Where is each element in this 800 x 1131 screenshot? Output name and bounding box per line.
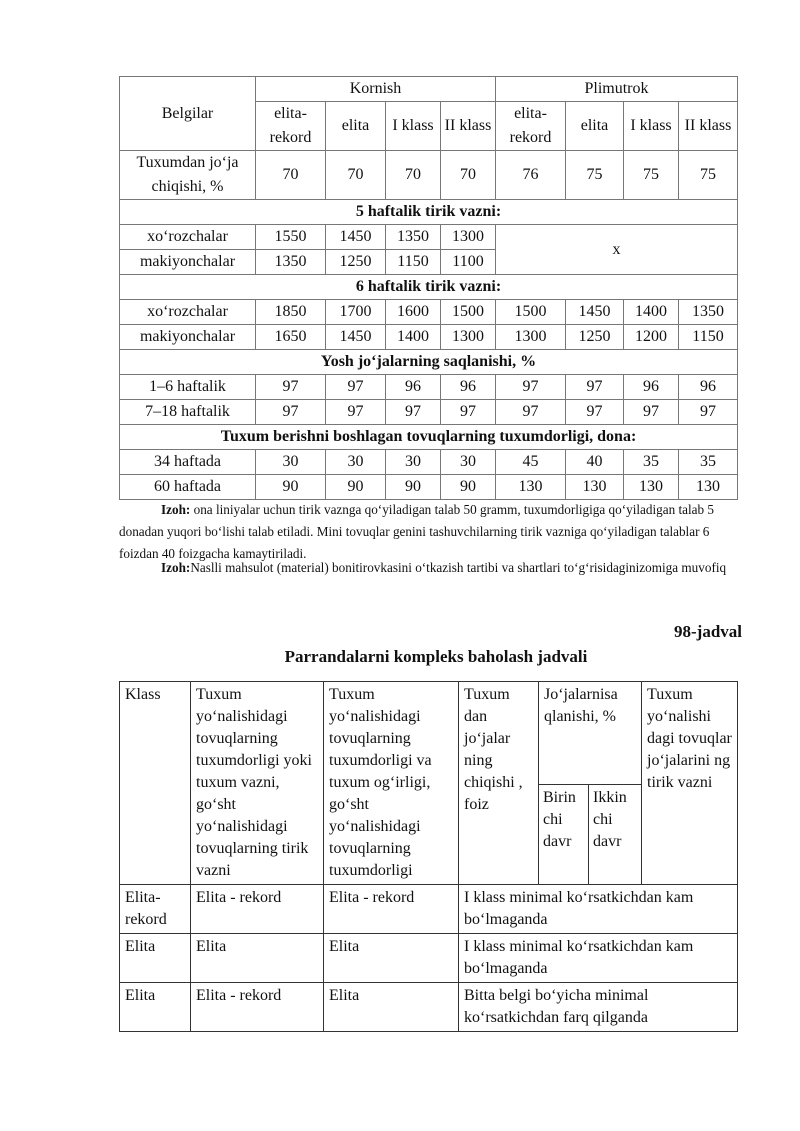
- section-row: [120, 275, 738, 300]
- table-cell: 30: [386, 450, 441, 475]
- table-row: [120, 151, 738, 200]
- header-kornish: Kornish: [256, 77, 496, 102]
- table-cell: Elita - rekord: [324, 885, 459, 934]
- table-cell: 70: [256, 151, 326, 200]
- header-col5: Tuxum yo‘nalishi dagi tovuqlar jo‘jalarini ng tirik vazni: [642, 682, 738, 885]
- table-cell: Bitta belgi bo‘yicha minimal ko‘rsatkichdan farq qilganda: [459, 983, 738, 1032]
- table-header-row: [120, 682, 738, 785]
- table-cell: 1350: [386, 225, 441, 250]
- table-cell: 1250: [566, 325, 624, 350]
- table-cell: Elita - rekord: [191, 885, 324, 934]
- table-cell: 45: [496, 450, 566, 475]
- table-cell: 30: [326, 450, 386, 475]
- header-col4: Jo‘jalarnisa qlanishi, %: [539, 682, 642, 785]
- table-row: [120, 934, 738, 983]
- table-cell: 1150: [679, 325, 738, 350]
- row-label: xo‘rozchalar: [120, 225, 256, 250]
- table-cell: 97: [326, 375, 386, 400]
- table-cell: 130: [679, 475, 738, 500]
- table-cell: 1200: [624, 325, 679, 350]
- table-cell: 97: [566, 375, 624, 400]
- row-label: 1–6 haftalik: [120, 375, 256, 400]
- complex-assessment-table: [119, 681, 738, 1032]
- row-label: 60 haftada: [120, 475, 256, 500]
- table-cell: 1550: [256, 225, 326, 250]
- table-cell: 97: [496, 375, 566, 400]
- subheader-cell: II klass: [679, 102, 738, 151]
- note-label: Izoh:: [161, 502, 191, 517]
- table-cell: Elita: [191, 934, 324, 983]
- header-belgilar: Belgilar: [120, 77, 256, 151]
- note-paragraph-1: [119, 499, 744, 565]
- table-cell: 90: [256, 475, 326, 500]
- subheader-cell: elita-rekord: [496, 102, 566, 151]
- table-cell: 130: [624, 475, 679, 500]
- section-heading: Yosh jo‘jalarning saqlanishi, %: [120, 350, 738, 375]
- table-cell: 40: [566, 450, 624, 475]
- table-cell: I klass minimal ko‘rsatkichdan kam bo‘lmaganda: [459, 934, 738, 983]
- poultry-traits-table: [119, 76, 738, 500]
- table-cell: 96: [679, 375, 738, 400]
- table-cell: 35: [624, 450, 679, 475]
- table-cell: 30: [441, 450, 496, 475]
- table-cell: 1650: [256, 325, 326, 350]
- header-plimutrok: Plimutrok: [496, 77, 738, 102]
- table-cell: 96: [386, 375, 441, 400]
- table-cell: 130: [496, 475, 566, 500]
- row-label: xo‘rozchalar: [120, 300, 256, 325]
- row-label: Tuxumdan jo‘ja chiqishi, %: [120, 151, 256, 200]
- table-cell: 97: [326, 400, 386, 425]
- table-header-row: [120, 77, 738, 102]
- table-cell: 97: [386, 400, 441, 425]
- table-cell: 1300: [441, 325, 496, 350]
- table-cell: 1100: [441, 250, 496, 275]
- table-cell: 97: [256, 400, 326, 425]
- table-cell: 130: [566, 475, 624, 500]
- table-row: [120, 225, 738, 250]
- table-cell: 90: [441, 475, 496, 500]
- table-cell: 1450: [326, 225, 386, 250]
- table-cell: 1500: [441, 300, 496, 325]
- table-cell: 30: [256, 450, 326, 475]
- table-row: [120, 983, 738, 1032]
- table-cell: 1700: [326, 300, 386, 325]
- section-heading: 5 haftalik tirik vazni:: [120, 200, 738, 225]
- table-cell: 97: [566, 400, 624, 425]
- table-cell: 90: [326, 475, 386, 500]
- header-col1: Tuxum yo‘nalishidagi tovuqlarning tuxumdorligi yoki tuxum vazni, go‘sht yo‘nalishidagi tovuqlarning tirik vazni: [191, 682, 324, 885]
- table-cell: 1400: [386, 325, 441, 350]
- row-label: 34 haftada: [120, 450, 256, 475]
- row-klass: Elita: [120, 983, 191, 1032]
- table-cell: Elita: [324, 983, 459, 1032]
- table-cell: 96: [441, 375, 496, 400]
- table-row: [120, 885, 738, 934]
- section-row: [120, 350, 738, 375]
- header-col3: Tuxum dan jo‘jalar ning chiqishi , foiz: [459, 682, 539, 885]
- section-heading: 6 haftalik tirik vazni:: [120, 275, 738, 300]
- table-row: [120, 300, 738, 325]
- row-klass: Elita-rekord: [120, 885, 191, 934]
- subheader-cell: elita: [326, 102, 386, 151]
- table-cell: 70: [386, 151, 441, 200]
- table-cell: 97: [624, 400, 679, 425]
- header-col4b: Ikkin chi davr: [589, 785, 642, 885]
- row-klass: Elita: [120, 934, 191, 983]
- table-cell: 1300: [496, 325, 566, 350]
- subheader-cell: elita-rekord: [256, 102, 326, 151]
- table-cell: 97: [679, 400, 738, 425]
- section-row: [120, 425, 738, 450]
- table-cell: 1600: [386, 300, 441, 325]
- table-cell: 1350: [679, 300, 738, 325]
- table-cell: 1150: [386, 250, 441, 275]
- note-text: Naslli mahsulot (material) bonitirovkasini o‘tkazish tartibi va shartlari to‘g‘risidaginizomiga muvofiq: [190, 560, 727, 575]
- row-label: makiyonchalar: [120, 325, 256, 350]
- subheader-cell: I klass: [386, 102, 441, 151]
- subheader-cell: II klass: [441, 102, 496, 151]
- table-cell: 1850: [256, 300, 326, 325]
- table-row: [120, 375, 738, 400]
- note-label: Izoh:: [161, 560, 191, 575]
- note-paragraph-2: [119, 557, 744, 579]
- table-cell: 1400: [624, 300, 679, 325]
- row-label: makiyonchalar: [120, 250, 256, 275]
- table-cell: 75: [624, 151, 679, 200]
- row-label: 7–18 haftalik: [120, 400, 256, 425]
- section-heading: Tuxum berishni boshlagan tovuqlarning tuxumdorligi, dona:: [120, 425, 738, 450]
- table-cell: 75: [566, 151, 624, 200]
- table-cell: Elita: [324, 934, 459, 983]
- header-col2: Tuxum yo‘nalishidagi tovuqlarning tuxumdorligi va tuxum og‘irligi, go‘sht yo‘nalishidagi tovuqlarning tuxumdorligi: [324, 682, 459, 885]
- table-cell: 1350: [256, 250, 326, 275]
- table-cell: 1500: [496, 300, 566, 325]
- note-text: ona liniyalar uchun tirik vaznga qo‘yiladigan talab 50 gramm, tuxumdorligiga qo‘yiladigan talab 5 donadan yuqori bo‘lishi talab etiladi. Mini tovuqlar genini tashuvchilarning tirik vazniga qo‘yiladigan talablar 6 foizdan 40 foizgacha kamaytiriladi.: [119, 502, 715, 561]
- table-cell: 76: [496, 151, 566, 200]
- table-row: [120, 450, 738, 475]
- table-cell: 1300: [441, 225, 496, 250]
- subheader-cell: I klass: [624, 102, 679, 151]
- table-cell: 90: [386, 475, 441, 500]
- table-cell: 35: [679, 450, 738, 475]
- table-cell: 1450: [566, 300, 624, 325]
- table-title: Parrandalarni kompleks baholash jadvali: [284, 647, 588, 666]
- header-klass: Klass: [120, 682, 191, 885]
- table-cell: 75: [679, 151, 738, 200]
- table-cell: 70: [441, 151, 496, 200]
- table-row: [120, 325, 738, 350]
- subheader-cell: elita: [566, 102, 624, 151]
- section-row: [120, 200, 738, 225]
- table-cell: 97: [441, 400, 496, 425]
- table-cell: 97: [496, 400, 566, 425]
- header-col4a: Birin chi davr: [539, 785, 589, 885]
- table-cell: 70: [326, 151, 386, 200]
- table-cell: Elita - rekord: [191, 983, 324, 1032]
- table-cell: 1450: [326, 325, 386, 350]
- not-applicable-cell: x: [496, 225, 738, 275]
- table-cell: 1250: [326, 250, 386, 275]
- table-number: 98-jadval: [674, 622, 742, 641]
- table-row: [120, 475, 738, 500]
- table-row: [120, 400, 738, 425]
- table-cell: I klass minimal ko‘rsatkichdan kam bo‘lmaganda: [459, 885, 738, 934]
- table-cell: 96: [624, 375, 679, 400]
- table-cell: 97: [256, 375, 326, 400]
